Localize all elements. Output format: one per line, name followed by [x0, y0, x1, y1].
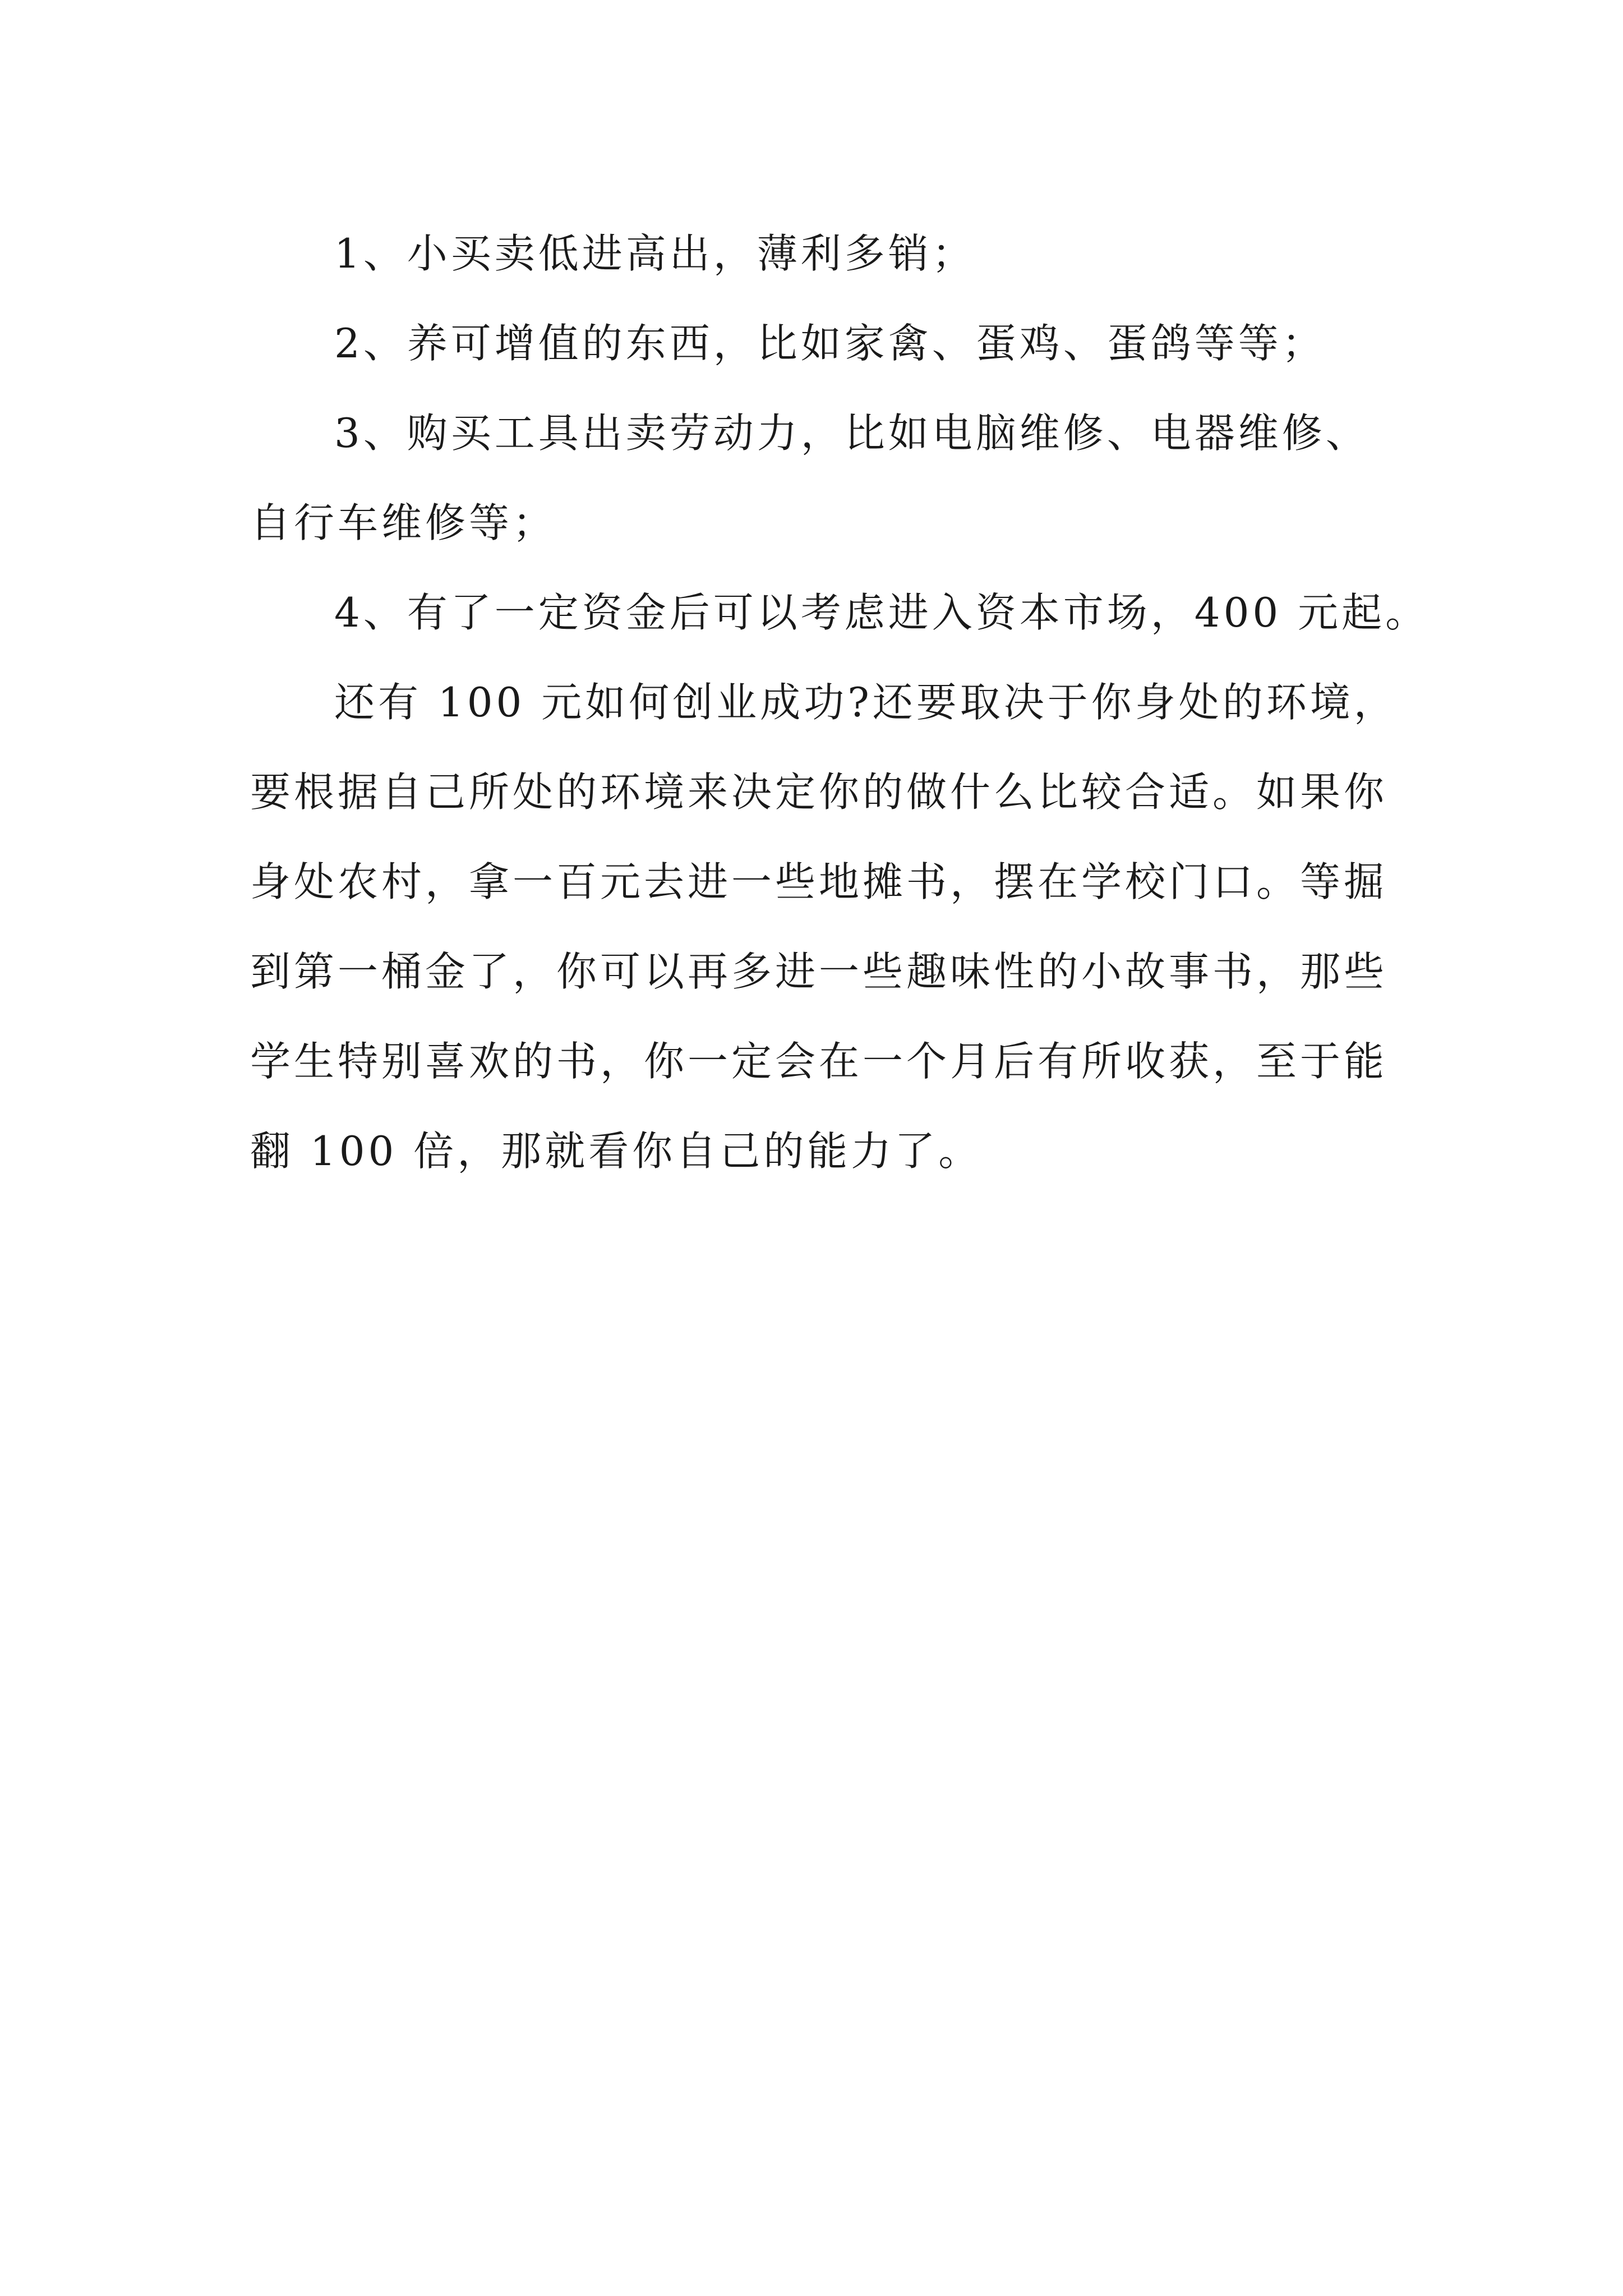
list-item-1: 1、小买卖低进高出，薄利多销； — [334, 230, 976, 277]
paragraph-line-4: 到第一桶金了，你可以再多进一些趣味性的小故事书，那些 — [250, 948, 1388, 995]
paragraph-line-6: 翻 100 倍，那就看你自己的能力了。 — [250, 1128, 983, 1175]
list-item-3: 3、购买工具出卖劳动力，比如电脑维修、电器维修、 — [334, 409, 1370, 457]
paragraph-line-2: 要根据自己所处的环境来决定你的做什么比较合适。如果你 — [250, 769, 1388, 816]
body-text — [250, 209, 1430, 1196]
paragraph-line-3: 身处农村，拿一百元去进一些地摊书，摆在学校门口。等掘 — [250, 858, 1388, 905]
list-item-4: 4、有了一定资金后可以考虑进入资本市场，400 元起。 — [334, 589, 1430, 636]
list-item-2: 2、养可增值的东西，比如家禽、蛋鸡、蛋鸽等等； — [334, 320, 1326, 367]
paragraph-line-5: 学生特别喜欢的书，你一定会在一个月后有所收获，至于能 — [250, 1038, 1388, 1085]
paragraph-line-1: 还有 100 元如何创业成功?还要取决于你身处的环境， — [334, 679, 1398, 726]
list-item-3-continued: 自行车维修等； — [250, 499, 557, 546]
